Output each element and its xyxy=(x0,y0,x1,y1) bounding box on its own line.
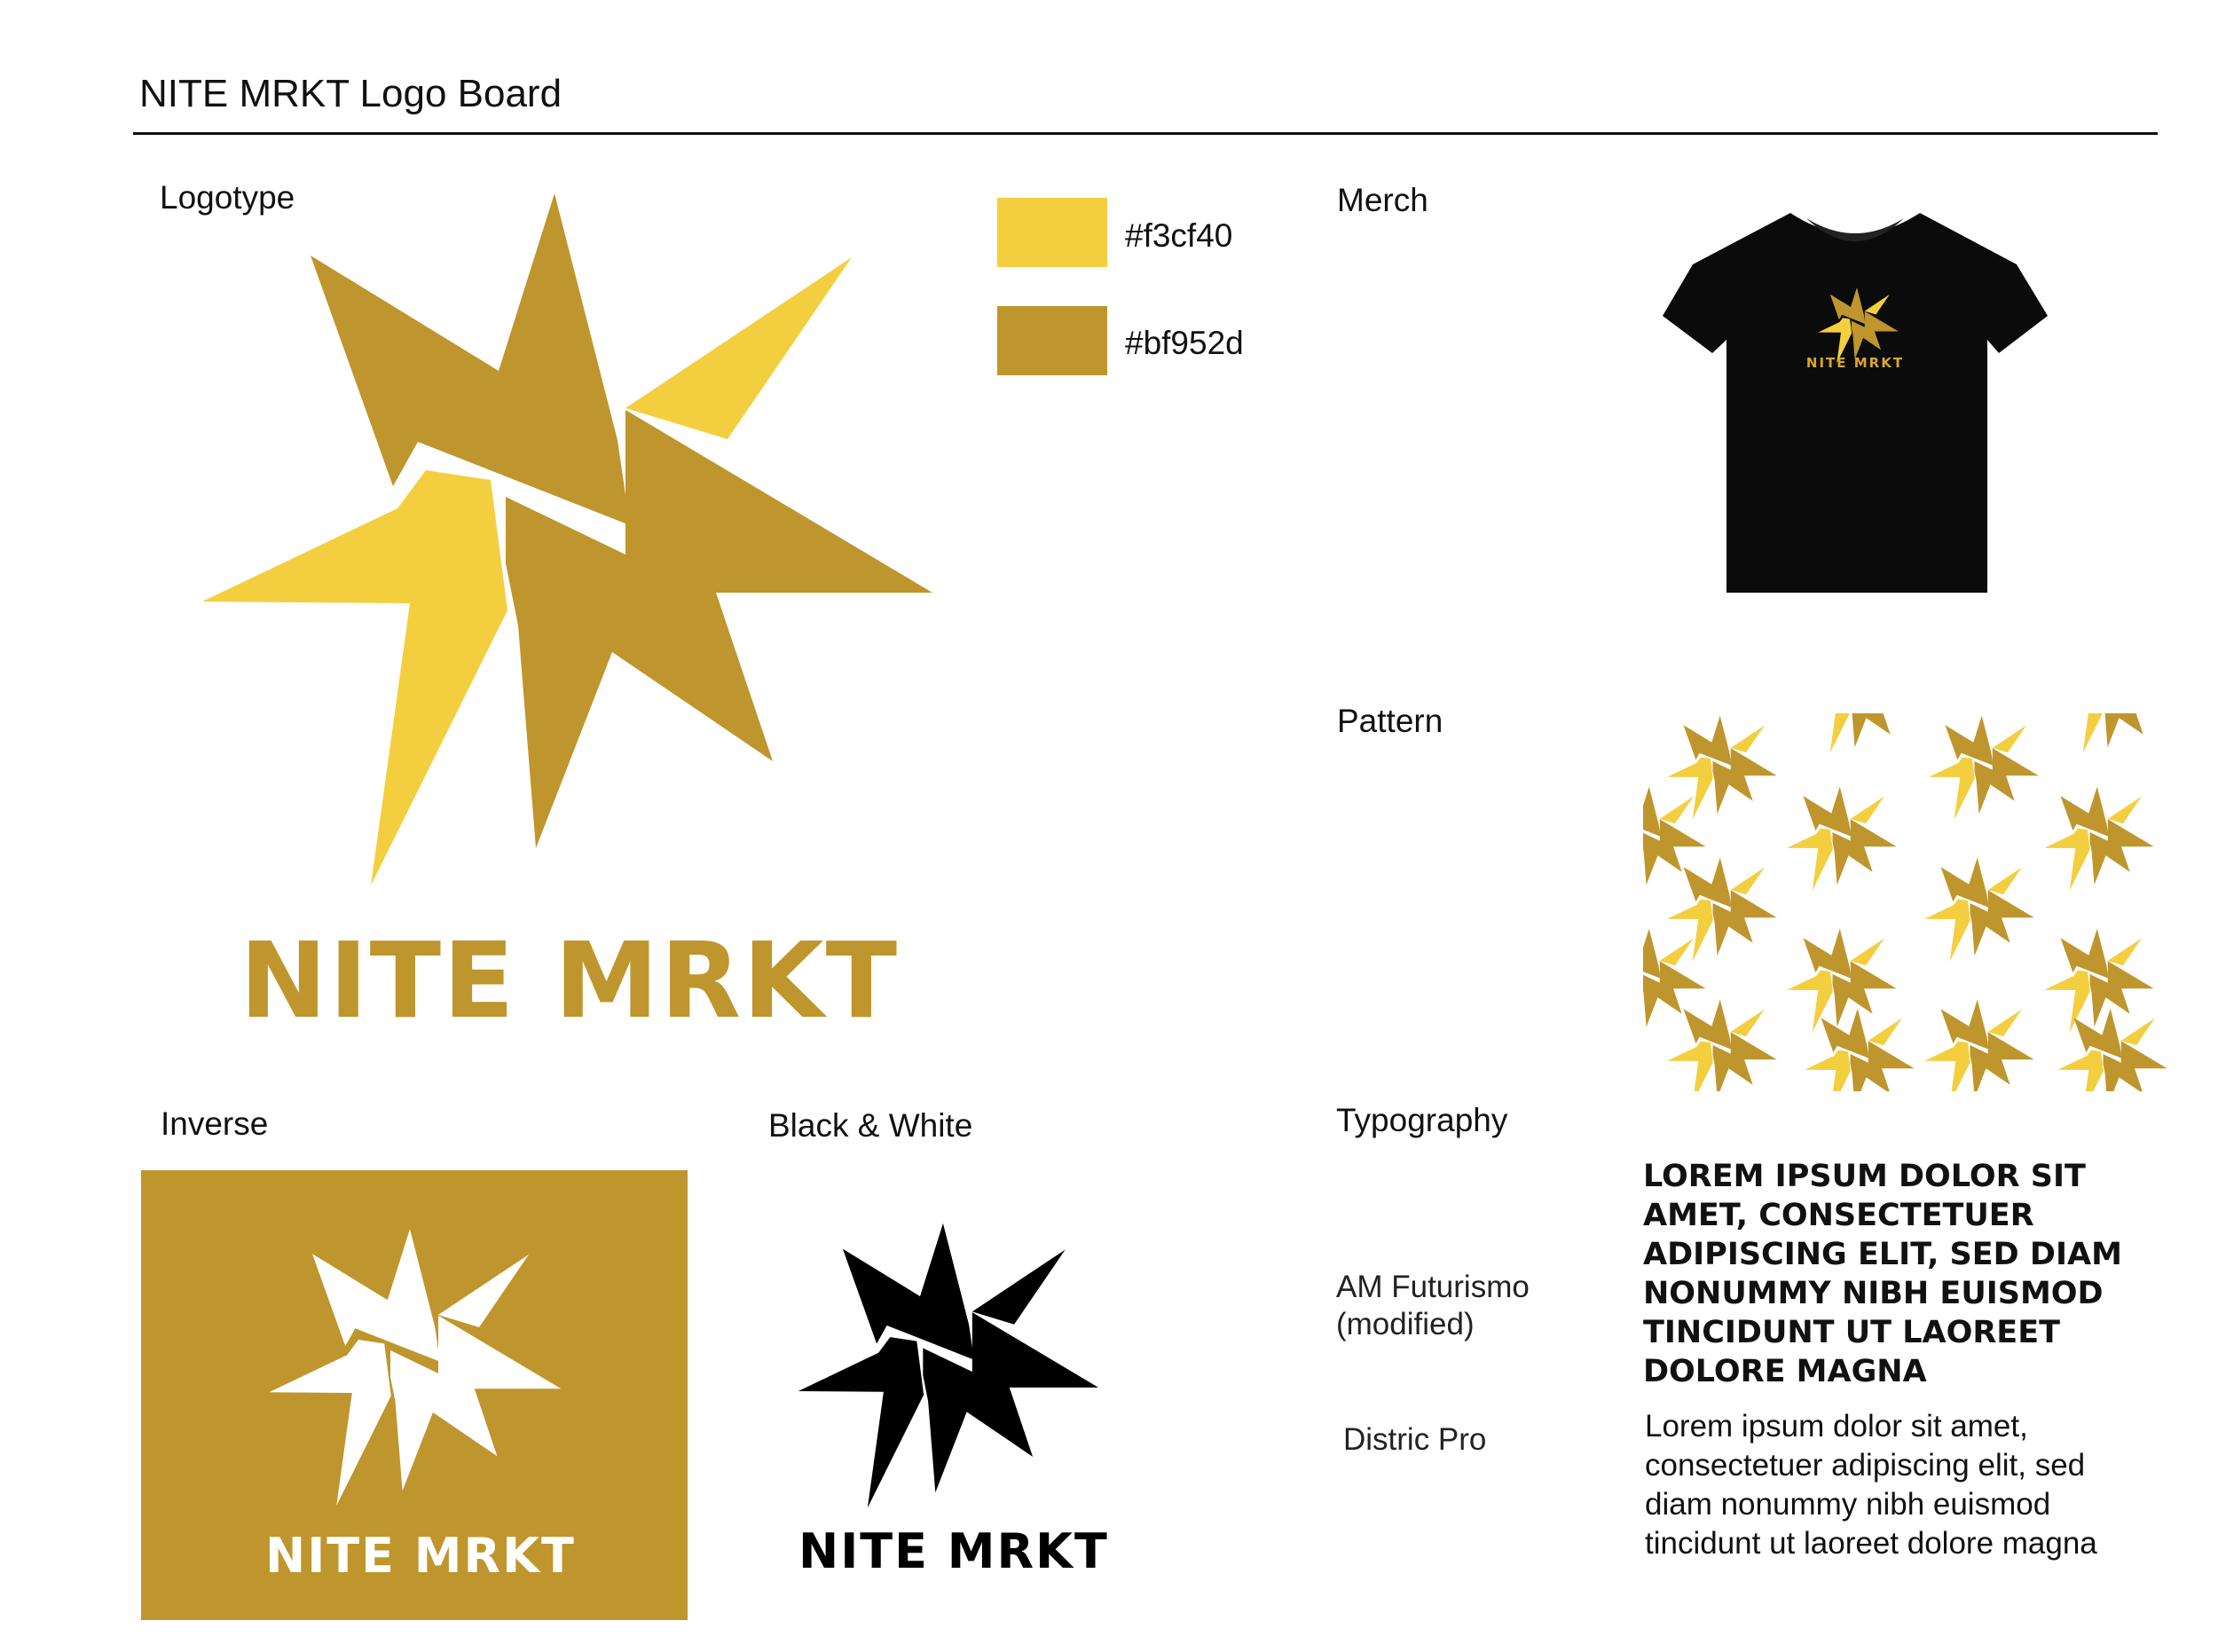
font-sample-distric: Lorem ipsum dolor sit amet, consectetuer adipiscing elit, sed diam nonummy nibh euismod tincidunt ut laoreet dolore magna xyxy=(1645,1409,2097,1561)
bw-wordmark: NITE MRKT xyxy=(798,1523,1109,1579)
section-label-inverse: Inverse xyxy=(161,1105,269,1142)
starburst-n-icon-inverse xyxy=(252,1222,571,1514)
tshirt-icon xyxy=(1657,202,2053,597)
inverse-logo-panel xyxy=(141,1170,688,1620)
section-label-pattern: Pattern xyxy=(1337,703,1443,739)
swatch-light-gold xyxy=(997,198,1107,267)
header-divider xyxy=(133,132,2158,135)
section-label-logotype: Logotype xyxy=(160,179,295,216)
main-logo-mark xyxy=(160,177,958,905)
font-sample-futurismo: LOREM IPSUM DOLOR SIT AMET, CONSECTETUER ADIPISCING ELIT, SED DIAM NONUMMY NIBH EUISMOD TINCIDUNT UT LAOREET DOLORE MAGNA xyxy=(1643,1159,2122,1389)
font-name-distric: Distric Pro xyxy=(1343,1422,1487,1457)
starburst-n-icon xyxy=(160,177,958,905)
starburst-n-icon-black xyxy=(781,1215,1109,1517)
swatch-dark-gold xyxy=(997,306,1107,375)
board-title: NITE MRKT Logo Board xyxy=(139,72,562,115)
font-name-futurismo: AM Futurismo (modified) xyxy=(1336,1270,1530,1341)
inverse-wordmark: NITE MRKT xyxy=(265,1528,576,1584)
section-label-typography: Typography xyxy=(1336,1102,1508,1138)
logo-pattern xyxy=(1643,713,2168,1091)
main-logo-wordmark: NITE MRKT xyxy=(240,919,900,1042)
section-label-merch: Merch xyxy=(1337,182,1428,218)
swatch-label-light-gold: #f3cf40 xyxy=(1125,217,1233,254)
bw-logo-mark xyxy=(781,1215,1109,1517)
merch-tshirt xyxy=(1657,202,2053,597)
tshirt-wordmark: NITE MRKT xyxy=(1805,355,1905,371)
pattern-tile xyxy=(1643,713,2168,1091)
section-label-black-white: Black & White xyxy=(768,1107,973,1144)
swatch-label-dark-gold: #bf952d xyxy=(1125,325,1244,361)
